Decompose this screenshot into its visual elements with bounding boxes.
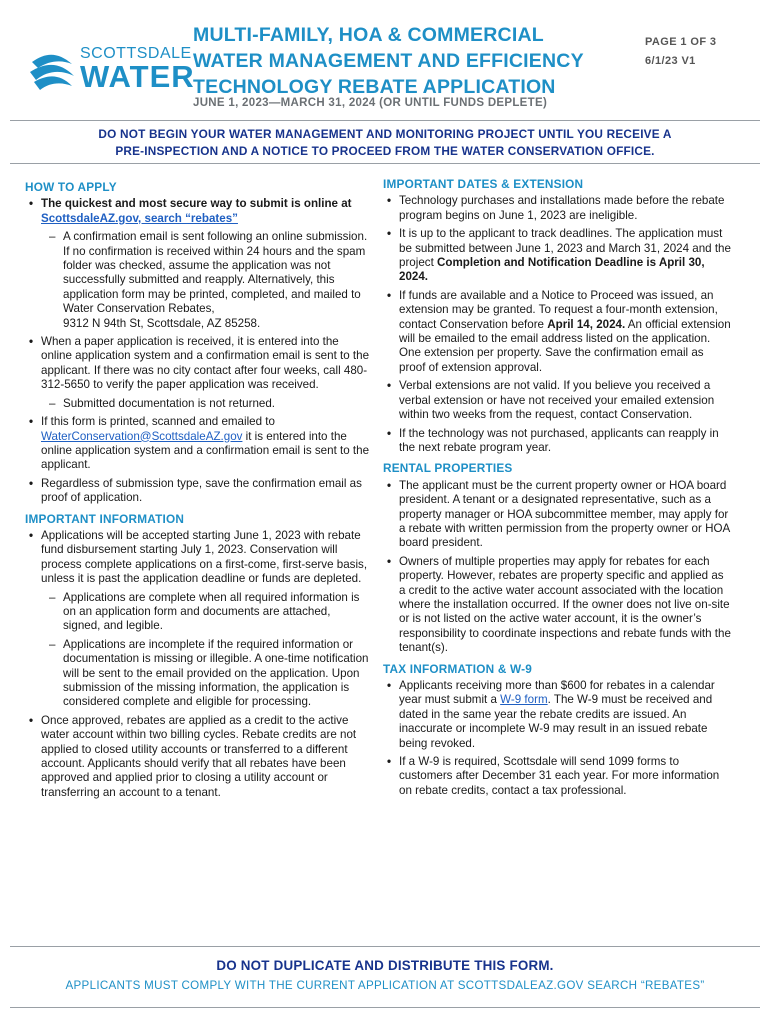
bullet-text: . The W-9 must be received and dated in the same year the rebate credits are issued. An inaccurate or incomplete W-9 may result in an issued rebate being revoked. [399, 693, 713, 750]
logo-word-water: WATER [80, 59, 195, 94]
section-heading-tax-information: TAX INFORMATION & W-9 [383, 661, 533, 676]
scottsdale-rebates-link[interactable]: ScottsdaleAZ.gov, search “rebates” [41, 211, 238, 225]
bullet-text: If funds are available and a Notice to Proceed was issued, an extension may be granted. To request a four-month extension, contact Conservation before [399, 288, 718, 331]
list-item: • Verbal extensions are not valid. If you believe you received a verbal extension or have not received your emailed extension within two weeks from the request, contact Conservation. [383, 379, 733, 422]
scottsdale-water-logo [28, 38, 195, 94]
section-heading-rental-properties: RENTAL PROPERTIES [383, 461, 513, 476]
list-item [25, 415, 370, 473]
form-title-line: TECHNOLOGY REBATE APPLICATION [193, 76, 556, 98]
list-item [383, 679, 733, 751]
sub-list-item: – Submitted documentation is not returned. [25, 397, 370, 411]
section-heading-important-dates: IMPORTANT DATES & EXTENSION [383, 177, 584, 191]
form-title [193, 22, 623, 100]
important-information-list [25, 529, 370, 800]
list-item: • The applicant must be the current property owner or HOA board president. A tenant or a designated representative, such as a property manager or HOA subcommittee member, may apply for a rebate with written permission from the property owner or HOA board president. [383, 479, 733, 551]
logo-word-scottsdale: SCOTTSDALE [80, 45, 192, 62]
compliance-notice: APPLICANTS MUST COMPLY WITH THE CURRENT APPLICATION AT SCOTTSDALEAZ.GOV SEARCH “REBATES” [65, 979, 705, 992]
program-dates: JUNE 1, 2023—MARCH 31, 2024 (OR UNTIL FUNDS DEPLETE) [193, 97, 548, 109]
list-item: • If a W-9 is required, Scottsdale will send 1099 forms to customers after December 31 each year. For more information on rebate credits, contact a tax professional. [383, 755, 733, 798]
list-item [383, 227, 733, 285]
sub-list-item [25, 230, 370, 331]
water-wave-logo-icon [28, 38, 195, 94]
bottom-warning-banner [10, 946, 760, 1008]
form-version: 6/1/23 V1 [645, 55, 696, 67]
section-heading-how-to-apply: HOW TO APPLY [25, 180, 117, 194]
warning-line: PRE-INSPECTION AND A NOTICE TO PROCEED FROM THE WATER CONSERVATION OFFICE. [115, 144, 655, 158]
warning-line: DO NOT BEGIN YOUR WATER MANAGEMENT AND MONITORING PROJECT UNTIL YOU RECEIVE A [98, 127, 672, 141]
bullet-text: If this form is printed, scanned and emailed to [41, 415, 275, 429]
bullet-text: it is entered into the online application system and a confirmation email is sent to the applicant. [41, 429, 370, 472]
w9-form-link[interactable]: W-9 form [500, 693, 548, 707]
bullet-text: It is up to the applicant to track deadlines. The application must be submitted between June 1, 2023 and March 31, 2024 and the project [399, 227, 731, 270]
sub-bullet-text: A confirmation email is sent following an online submission. If no confirmation is received within 24 hours and the spam folder was checked, assume the application was not successfully submitted and reapply. Alternatively, this application form may be printed, completed, and mailed to Water Conservation Rebates, [63, 230, 368, 316]
list-item [383, 289, 733, 375]
bullet-text: An official extension will be emailed to the email address listed on the application. One extension per property. Save the confirmation email as proof of extension approval. [399, 317, 731, 374]
bullet-text: The quickest and most secure way to submit is online at [41, 197, 352, 211]
deadline-text: Completion and Notification Deadline is April 30, 2024. [399, 256, 705, 284]
section-heading-important-information: IMPORTANT INFORMATION [25, 511, 185, 526]
page-info [645, 36, 716, 74]
form-title-line: WATER MANAGEMENT AND EFFICIENCY [193, 50, 584, 72]
top-warning-banner [10, 120, 760, 164]
list-item: • Technology purchases and installations made before the rebate program begins on June 1, 2023 are ineligible. [383, 194, 733, 223]
important-dates-list [383, 194, 733, 455]
sub-list-item: – Applications are incomplete if the required information or documentation is missing or illegible. A one-time notification will be sent to the email provided on the application. Upon submission of the missing information, the application is considered complete and eligible for processing. [25, 638, 370, 710]
left-column [25, 180, 370, 804]
list-item: • If the technology was not purchased, applicants can reapply in the next rebate program year. [383, 427, 733, 456]
sub-list-item: – Applications are complete when all required information is on an application form and documents are attached, signed, and legible. [25, 591, 370, 634]
list-item: • Regardless of submission type, save the confirmation email as proof of application. [25, 477, 370, 506]
list-item: • When a paper application is received, it is entered into the online application system and a confirmation email is sent to the applicant. If there was no city contact after four weeks, call 480-312-5650 to verify the paper application was received. [25, 335, 370, 393]
water-conservation-email-link[interactable]: WaterConservation@ScottsdaleAZ.gov [41, 429, 243, 443]
list-item: • Applications will be accepted starting June 1, 2023 with rebate fund disbursement starting July 1, 2023. Conservation will process complete applications on a first-come, first-serve basis, unless it is past the application deadline or funds are depleted. [25, 529, 370, 587]
form-title-line: MULTI-FAMILY, HOA & COMMERCIAL [193, 24, 544, 46]
list-item: • Owners of multiple properties may apply for rebates for each property. However, rebates are property specific and applied as a credit to the active water account associated with the location where the installation occurred. If the owner does not live on-site or is not listed on the active water account, it is the owner’s responsibility to coordinate inspections and rebate funds with the tenant(s). [383, 555, 733, 656]
list-item: • Once approved, rebates are applied as a credit to the active water account within two billing cycles. Rebate credits are not applied to closed utility accounts or transferred to a different account. Applicants should verify that all rebates have been approved and applied prior to closing a utility account or transferring an account to a tenant. [25, 714, 370, 800]
list-item [25, 197, 370, 226]
bullet-text: Applicants receiving more than $600 for rebates in a calendar year must submit a [399, 679, 715, 707]
mailing-address: 9312 N 94th St, Scottsdale, AZ 85258. [63, 316, 261, 330]
extension-deadline: April 14, 2024. [547, 317, 626, 331]
page-number: PAGE 1 OF 3 [645, 36, 717, 48]
tax-information-list [383, 679, 733, 798]
do-not-duplicate-notice: DO NOT DUPLICATE AND DISTRIBUTE THIS FORM. [216, 958, 554, 973]
right-column [383, 177, 733, 802]
rental-properties-list [383, 479, 733, 656]
how-to-apply-list [25, 197, 370, 505]
